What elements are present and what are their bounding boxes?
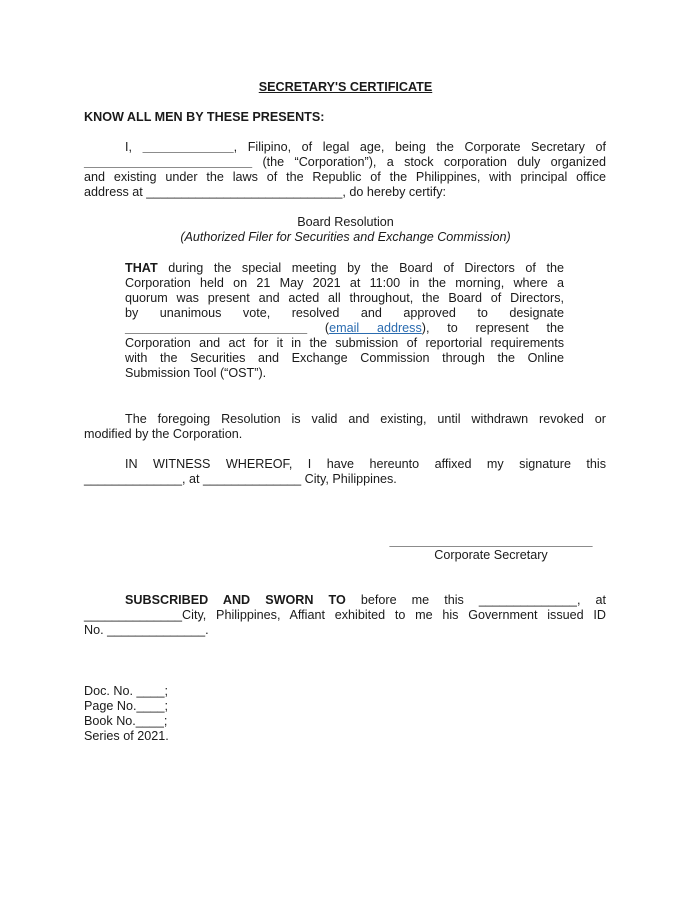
document-title: SECRETARY'S CERTIFICATE xyxy=(258,80,433,94)
corporation-blank: ________________________ xyxy=(84,155,253,169)
that-line-4: by unanimous vote, resolved and approved to designate xyxy=(125,306,564,320)
that-line-7: with the Securities and Exchange Commission through the Online xyxy=(125,351,564,365)
page-number: Page No.____; xyxy=(84,699,169,713)
that-line-8: Submission Tool (“OST”). xyxy=(125,366,267,380)
intro-text: , Filipino, of legal age, being the Corporate Secretary of xyxy=(233,140,606,154)
witness-line-1 xyxy=(84,457,606,472)
resolution-subheading: (Authorized Filer for Securities and Exchange Commission) xyxy=(180,230,511,244)
intro-line-2 xyxy=(84,155,606,170)
witness-line-2: ______________, at ______________ City, Philippines. xyxy=(84,472,397,486)
doc-number: Doc. No. ____; xyxy=(84,684,169,698)
that-line-1 xyxy=(125,261,564,276)
that-line-3: quorum was present and acted all throughout, the Board of Directors, xyxy=(125,291,564,305)
that-line-5 xyxy=(125,321,564,336)
intro-line-1 xyxy=(84,140,606,155)
signature-label: Corporate Secretary xyxy=(434,548,548,562)
intro-line-3: and existing under the laws of the Republic of the Philippines, with principal office xyxy=(84,170,606,184)
email-address-link[interactable]: email address xyxy=(329,321,422,335)
that-line-2: Corporation held on 21 May 2021 at 11:00 in the morning, where a xyxy=(125,276,564,290)
resolution-heading: Board Resolution xyxy=(297,215,394,229)
subscribed-line-3: No. ______________. xyxy=(84,623,209,637)
series-year: Series of 2021. xyxy=(84,729,169,743)
validity-line-2: modified by the Corporation. xyxy=(84,427,243,441)
that-text: ( xyxy=(324,321,330,335)
subscribed-text: before me this ______________, at xyxy=(360,593,607,607)
designee-blank: __________________________ xyxy=(125,321,308,335)
subscribed-line-2: ______________City, Philippines, Affiant exhibited to me his Government issued ID xyxy=(84,608,606,622)
that-text: during the special meeting by the Board of Directors of the xyxy=(168,261,564,275)
intro-text: (the “Corporation”), a stock corporation duly organized xyxy=(262,155,606,169)
salutation: KNOW ALL MEN BY THESE PRESENTS: xyxy=(84,110,325,124)
witness-text: IN WITNESS WHEREOF, I have hereunto affixed my signature this xyxy=(125,457,606,471)
that-keyword: THAT xyxy=(125,261,158,275)
intro-text: I, xyxy=(125,140,132,154)
validity-line-1 xyxy=(84,412,606,427)
name-blank: _____________ xyxy=(142,140,234,154)
subscribed-keyword: SUBSCRIBED AND SWORN TO xyxy=(125,593,346,607)
that-line-6: Corporation and act for it in the submission of reportorial requirements xyxy=(125,336,564,350)
book-number: Book No.____; xyxy=(84,714,168,728)
intro-line-4: address at ____________________________, do hereby certify: xyxy=(84,185,447,199)
signature-line: _____________________________ xyxy=(389,534,593,548)
subscribed-line-1 xyxy=(84,593,606,608)
validity-text: The foregoing Resolution is valid and existing, until withdrawn revoked or xyxy=(125,412,606,426)
that-text: ), to represent the xyxy=(421,321,565,335)
